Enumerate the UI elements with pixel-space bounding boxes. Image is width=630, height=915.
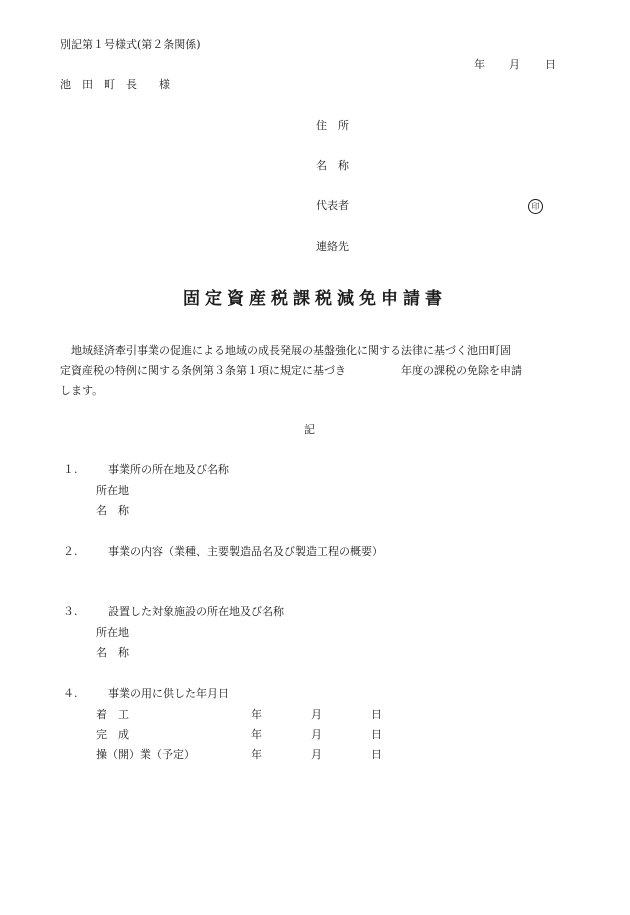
applicant-name-label: 名 称: [316, 159, 349, 172]
item4-row-month: 月: [311, 728, 322, 741]
date-day-label: 日: [545, 58, 556, 71]
item2-heading: 事業の内容（業種、主要製造品名及び製造工程の概要）: [108, 545, 383, 558]
applicant-representative-label: 代表者: [316, 199, 349, 212]
item1-location-label: 所在地: [96, 484, 129, 497]
form-number: 別記第１号様式(第２条関係): [60, 38, 201, 51]
item3-heading: 設置した対象施設の所在地及び名称: [108, 605, 284, 618]
item2-number: ２.: [63, 545, 78, 558]
body-line-2: 定資産税の特例に関する条例第３条第１項に規定に基づき 年度の課税の免除を申請: [60, 364, 522, 377]
item3-location-label: 所在地: [96, 626, 129, 639]
item1-heading: 事業所の所在地及び名称: [108, 463, 229, 476]
applicant-address-label: 住 所: [316, 119, 349, 132]
body-paragraph: [60, 341, 560, 401]
item4-row-label: 完 成: [96, 728, 129, 741]
item4-row-day: 日: [371, 708, 382, 721]
item4-row-year: 年: [251, 708, 262, 721]
item4-row-label: 操（開）業（予定）: [96, 748, 195, 761]
body-line-1: 地域経済牽引事業の促進による地域の成長発展の基盤強化に関する法律に基づく池田町固: [60, 344, 511, 357]
applicant-contact-label: 連絡先: [316, 240, 349, 253]
item4-heading: 事業の用に供した年月日: [108, 687, 229, 700]
date-year-label: 年: [474, 58, 485, 71]
item4-row-year: 年: [251, 748, 262, 761]
item3-name-label: 名 称: [96, 646, 129, 659]
item4-row-month: 月: [311, 748, 322, 761]
item4-row-month: 月: [311, 708, 322, 721]
document-title: 固定資産税課税減免申請書: [183, 289, 447, 309]
date-month-label: 月: [509, 58, 520, 71]
item4-row-label: 着 工: [96, 708, 129, 721]
item4-row-year: 年: [251, 728, 262, 741]
body-line-3: します。: [60, 384, 104, 397]
seal-mark: 印: [528, 199, 543, 214]
item1-number: １.: [63, 463, 78, 476]
item4-number: ４.: [63, 687, 78, 700]
item4-row-day: 日: [371, 728, 382, 741]
addressee: 池 田 町 長 様: [60, 78, 170, 91]
ki-heading: 記: [304, 423, 315, 436]
item4-row-day: 日: [371, 748, 382, 761]
item3-number: ３.: [63, 605, 78, 618]
item1-name-label: 名 称: [96, 504, 129, 517]
